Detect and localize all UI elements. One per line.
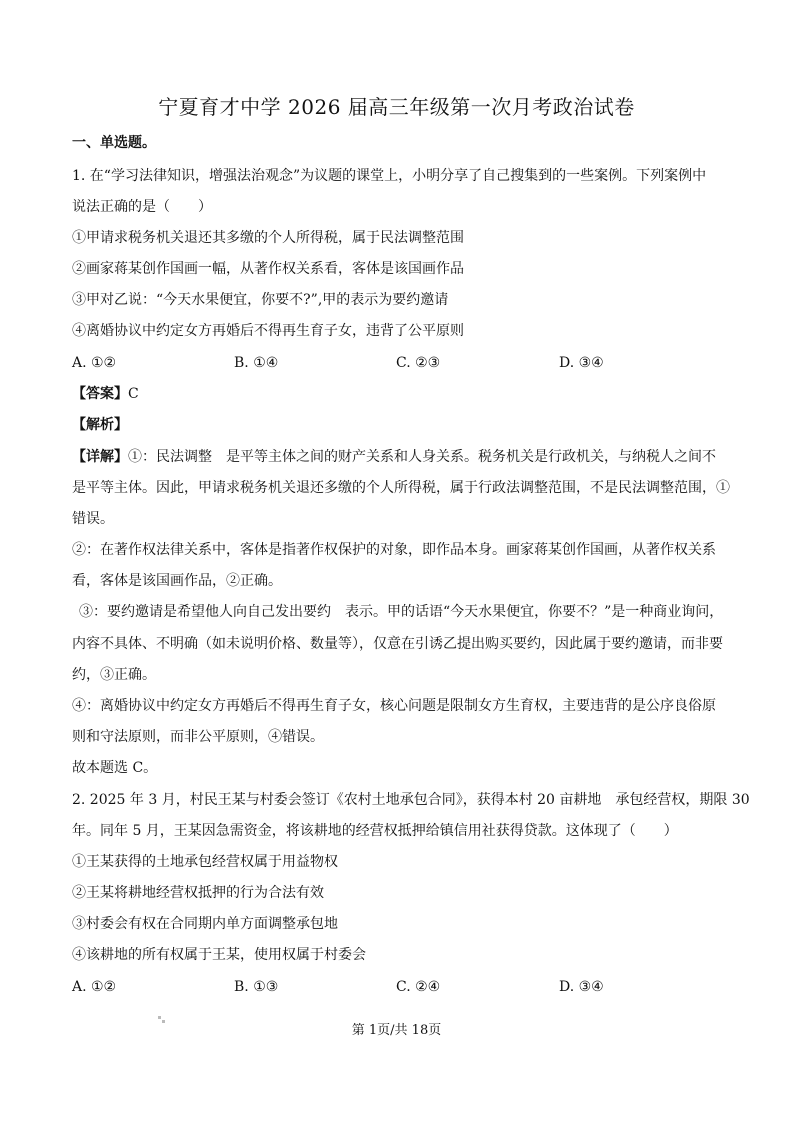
q1-detail-1-line-1 bbox=[72, 447, 722, 467]
q1-detail-1-line-3: 错误。 bbox=[72, 511, 114, 527]
q1-item-2: ②画家蒋某创作国画一幅，从著作权关系看，客体是该国画作品 bbox=[72, 261, 464, 277]
detail-tag: 【详解】 bbox=[72, 449, 128, 465]
q1-detail-2-line-2: 看，客体是该国画作品，②正确。 bbox=[72, 573, 282, 589]
q2-option-b: B. ①③ bbox=[234, 979, 279, 995]
q1-item-1: ①甲请求税务机关退还其多缴的个人所得税，属于民法调整范围 bbox=[72, 230, 464, 246]
q1-detail-4-line-1: ④：离婚协议中约定女方再婚后不得再生育子女，核心问题是限制女方生育权，主要违背的是公序良俗原 bbox=[72, 698, 716, 714]
q1-detail-2-line-1: ②：在著作权法律关系中，客体是指著作权保护的对象，即作品本身。画家蒋某创作国画，从著作权关系 bbox=[72, 542, 716, 558]
scan-mark bbox=[158, 1016, 161, 1019]
q2-item-3: ③村委会有权在合同期内单方面调整承包地 bbox=[72, 916, 338, 932]
q2-item-1: ①王某获得的土地承包经营权属于用益物权 bbox=[72, 854, 338, 870]
analysis-tag: 【解析】 bbox=[72, 417, 128, 433]
detail-text: ①：民法调整 是平等主体之间的财产关系和人身关系。税务机关是行政机关，与纳税人之间不 bbox=[128, 449, 716, 465]
q2-stem-line-1: 2. 2025 年 3 月，村民王某与村委会签订《农村土地承包合同》，获得本村 20 亩耕地 承包经营权，期限 30 bbox=[72, 792, 750, 808]
q1-item-3: ③甲对乙说：“今天水果便宜，你要不?”,甲的表示为要约邀请 bbox=[72, 292, 449, 308]
q2-option-a: A. ①② bbox=[72, 979, 117, 995]
q1-detail-4-line-2: 则和守法原则，而非公平原则，④错误。 bbox=[72, 729, 324, 745]
q1-stem-line-2: 说法正确的是（ ） bbox=[72, 199, 212, 215]
q2-option-d: D. ③④ bbox=[559, 979, 604, 995]
q2-item-2: ②王某将耕地经营权抵押的行为合法有效 bbox=[72, 885, 324, 901]
q1-answer-line bbox=[72, 384, 722, 404]
q1-option-a: A. ①② bbox=[72, 355, 117, 371]
q1-stem-line-1: 1. 在“学习法律知识，增强法治观念”为议题的课堂上，小明分享了自己搜集到的一些案例。下列案例中 bbox=[72, 168, 707, 184]
q2-stem-line-2: 年。同年 5 月，王某因急需资金，将该耕地的经营权抵押给镇信用社获得贷款。这体现了（ ） bbox=[72, 823, 678, 839]
q2-options bbox=[72, 977, 722, 997]
q1-detail-1-line-2: 是平等主体。因此，甲请求税务机关退还多缴的个人所得税，属于行政法调整范围，不是民法调整范围，① bbox=[72, 480, 730, 496]
page-title: 宁夏育才中学 2026 届高三年级第一次月考政治试卷 bbox=[158, 95, 635, 119]
q1-detail-3-line-1: ③：要约邀请是希望他人向自己发出要约 表示。甲的话语“今天水果便宜，你要不？”是一种商业询问， bbox=[79, 604, 724, 620]
section-heading: 一、单选题。 bbox=[72, 135, 156, 151]
q1-item-4: ④离婚协议中约定女方再婚后不得再生育子女，违背了公平原则 bbox=[72, 323, 464, 339]
q1-option-b: B. ①④ bbox=[234, 355, 279, 371]
q2-option-c: C. ②④ bbox=[396, 979, 441, 995]
q1-option-c: C. ②③ bbox=[396, 355, 441, 371]
answer-value: C bbox=[128, 386, 139, 402]
answer-tag: 【答案】 bbox=[72, 386, 128, 402]
page-number-footer: 第 1页/共 18页 bbox=[351, 1023, 442, 1038]
q1-options bbox=[72, 353, 722, 373]
q1-detail-3-line-3: 约，③正确。 bbox=[72, 667, 156, 683]
q1-conclusion: 故本题选 C。 bbox=[72, 760, 158, 776]
q1-option-d: D. ③④ bbox=[559, 355, 604, 371]
q2-item-4: ④该耕地的所有权属于王某，使用权属于村委会 bbox=[72, 947, 366, 963]
q1-detail-3-line-2: 内容不具体、不明确（如未说明价格、数量等），仅意在引诱乙提出购买要约，因此属于要约邀请，而非要 bbox=[72, 636, 723, 652]
